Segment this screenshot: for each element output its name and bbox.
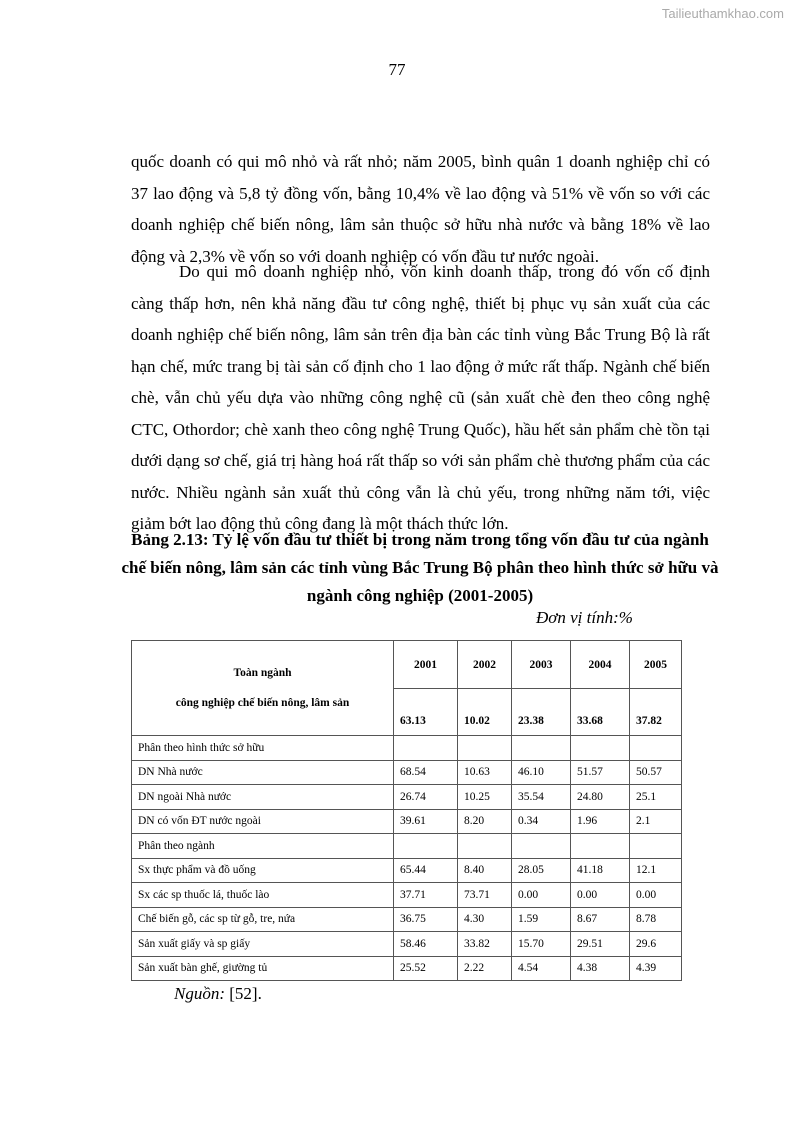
table-row — [132, 907, 682, 932]
year-cell: 2005 — [630, 641, 682, 689]
value-cell — [458, 834, 512, 859]
value-cell: 0.00 — [630, 883, 682, 908]
value-cell — [458, 736, 512, 761]
total-cell: 10.02 — [458, 689, 512, 736]
value-cell: 37.71 — [394, 883, 458, 908]
value-cell: 73.71 — [458, 883, 512, 908]
value-cell: 0.34 — [512, 809, 571, 834]
value-cell: 58.46 — [394, 932, 458, 957]
value-cell: 12.1 — [630, 858, 682, 883]
year-cell: 2002 — [458, 641, 512, 689]
year-cell: 2001 — [394, 641, 458, 689]
value-cell: 1.59 — [512, 907, 571, 932]
value-cell: 8.78 — [630, 907, 682, 932]
table-row — [132, 834, 682, 859]
page-number: 77 — [388, 60, 406, 79]
value-cell: 4.30 — [458, 907, 512, 932]
row-label: Phân theo hình thức sở hữu — [132, 736, 394, 761]
value-cell: 29.6 — [630, 932, 682, 957]
row-label: DN ngoài Nhà nước — [132, 785, 394, 810]
year-cell: 2003 — [512, 641, 571, 689]
row-label: Phân theo ngành — [132, 834, 394, 859]
unit-label: Đơn vị tính:% — [536, 608, 633, 627]
value-cell: 36.75 — [394, 907, 458, 932]
row-label: Sản xuất giấy và sp giấy — [132, 932, 394, 957]
value-cell: 0.00 — [512, 883, 571, 908]
header-label-cell — [132, 641, 394, 736]
value-cell: 41.18 — [571, 858, 630, 883]
table-row — [132, 760, 682, 785]
total-cell: 23.38 — [512, 689, 571, 736]
value-cell: 50.57 — [630, 760, 682, 785]
paragraph: quốc doanh có qui mô nhỏ và rất nhỏ; năm 2005, bình quân 1 doanh nghiệp chỉ có 37 lao động và 5,8 tỷ đồng vốn, bằng 10,4% về lao động và 51% về vốn so với các doanh nghiệp chế biến nông, lâm sản thuộc sở hữu nhà nước và bằng 18% về lao động và 2,3% về vốn so với doanh nghiệp có vốn đầu tư nước ngoài. — [131, 152, 710, 266]
value-cell: 46.10 — [512, 760, 571, 785]
value-cell: 24.80 — [571, 785, 630, 810]
value-cell: 8.67 — [571, 907, 630, 932]
row-label: DN có vốn ĐT nước ngoài — [132, 809, 394, 834]
value-cell: 51.57 — [571, 760, 630, 785]
table-row — [132, 785, 682, 810]
year-cell: 2004 — [571, 641, 630, 689]
value-cell: 25.1 — [630, 785, 682, 810]
value-cell: 28.05 — [512, 858, 571, 883]
data-table — [131, 640, 682, 981]
value-cell — [512, 834, 571, 859]
table-row — [132, 956, 682, 981]
table-header-row — [132, 641, 682, 689]
value-cell: 10.63 — [458, 760, 512, 785]
table-row — [132, 858, 682, 883]
value-cell: 68.54 — [394, 760, 458, 785]
source-label: Nguồn: — [174, 984, 225, 1003]
paragraph: Do qui mô doanh nghiệp nhỏ, vốn kinh doanh thấp, trong đó vốn cố định càng thấp hơn, nên khả năng đầu tư công nghệ, thiết bị phục vụ sản xuất của các doanh nghiệp chế biến nông, lâm sản trên địa bàn các tỉnh vùng Bắc Trung Bộ là rất hạn chế, mức trang bị tài sản cố định cho 1 lao động ở mức rất thấp. Ngành chế biến chè, vẫn chủ yếu dựa vào những công nghệ cũ (sản xuất chè đen theo công nghệ CTC, Othordor; chè xanh theo công nghệ Trung Quốc), hầu hết sản phẩm chè tồn tại dưới dạng sơ chế, giá trị hàng hoá rất thấp so với sản phẩm chè thương phẩm của các nước. Nhiều ngành sản xuất thủ công vẫn là chủ yếu, trong những năm tới, việc giảm bớt lao động thủ công đang là một thách thức lớn. — [131, 262, 710, 533]
value-cell: 33.82 — [458, 932, 512, 957]
value-cell: 10.25 — [458, 785, 512, 810]
value-cell: 4.38 — [571, 956, 630, 981]
table-row — [132, 809, 682, 834]
total-cell: 37.82 — [630, 689, 682, 736]
table-row — [132, 883, 682, 908]
header-label-2: công nghiệp chế biến nông, lâm sản — [175, 697, 350, 709]
table-row — [132, 932, 682, 957]
value-cell: 4.39 — [630, 956, 682, 981]
value-cell: 8.20 — [458, 809, 512, 834]
source-ref: [52]. — [229, 984, 262, 1003]
row-label: Sx các sp thuốc lá, thuốc lào — [132, 883, 394, 908]
watermark: Tailieuthamkhao.com — [661, 6, 784, 21]
value-cell: 26.74 — [394, 785, 458, 810]
table-row — [132, 736, 682, 761]
total-cell: 33.68 — [571, 689, 630, 736]
value-cell: 4.54 — [512, 956, 571, 981]
table-caption: Bảng 2.13: Tỷ lệ vốn đầu tư thiết bị trong năm trong tổng vốn đầu tư của ngành chế biến nông, lâm sản các tỉnh vùng Bắc Trung Bộ phân theo hình thức sở hữu và ngành công nghiệp (2001-2005) — [121, 530, 719, 605]
value-cell: 2.22 — [458, 956, 512, 981]
value-cell: 65.44 — [394, 858, 458, 883]
source-note — [174, 984, 262, 1004]
value-cell: 15.70 — [512, 932, 571, 957]
value-cell — [630, 736, 682, 761]
row-label: Sản xuất bàn ghế, giường tủ — [132, 956, 394, 981]
value-cell — [394, 736, 458, 761]
value-cell: 0.00 — [571, 883, 630, 908]
row-label: Chế biến gỗ, các sp từ gỗ, tre, nứa — [132, 907, 394, 932]
value-cell — [630, 834, 682, 859]
value-cell — [571, 736, 630, 761]
value-cell: 35.54 — [512, 785, 571, 810]
row-label: Sx thực phẩm và đồ uống — [132, 858, 394, 883]
header-label-1: Toàn ngành — [233, 667, 292, 679]
value-cell: 1.96 — [571, 809, 630, 834]
value-cell — [512, 736, 571, 761]
value-cell: 39.61 — [394, 809, 458, 834]
total-cell: 63.13 — [394, 689, 458, 736]
value-cell: 2.1 — [630, 809, 682, 834]
value-cell: 29.51 — [571, 932, 630, 957]
row-label: DN Nhà nước — [132, 760, 394, 785]
value-cell — [394, 834, 458, 859]
value-cell — [571, 834, 630, 859]
value-cell: 8.40 — [458, 858, 512, 883]
value-cell: 25.52 — [394, 956, 458, 981]
